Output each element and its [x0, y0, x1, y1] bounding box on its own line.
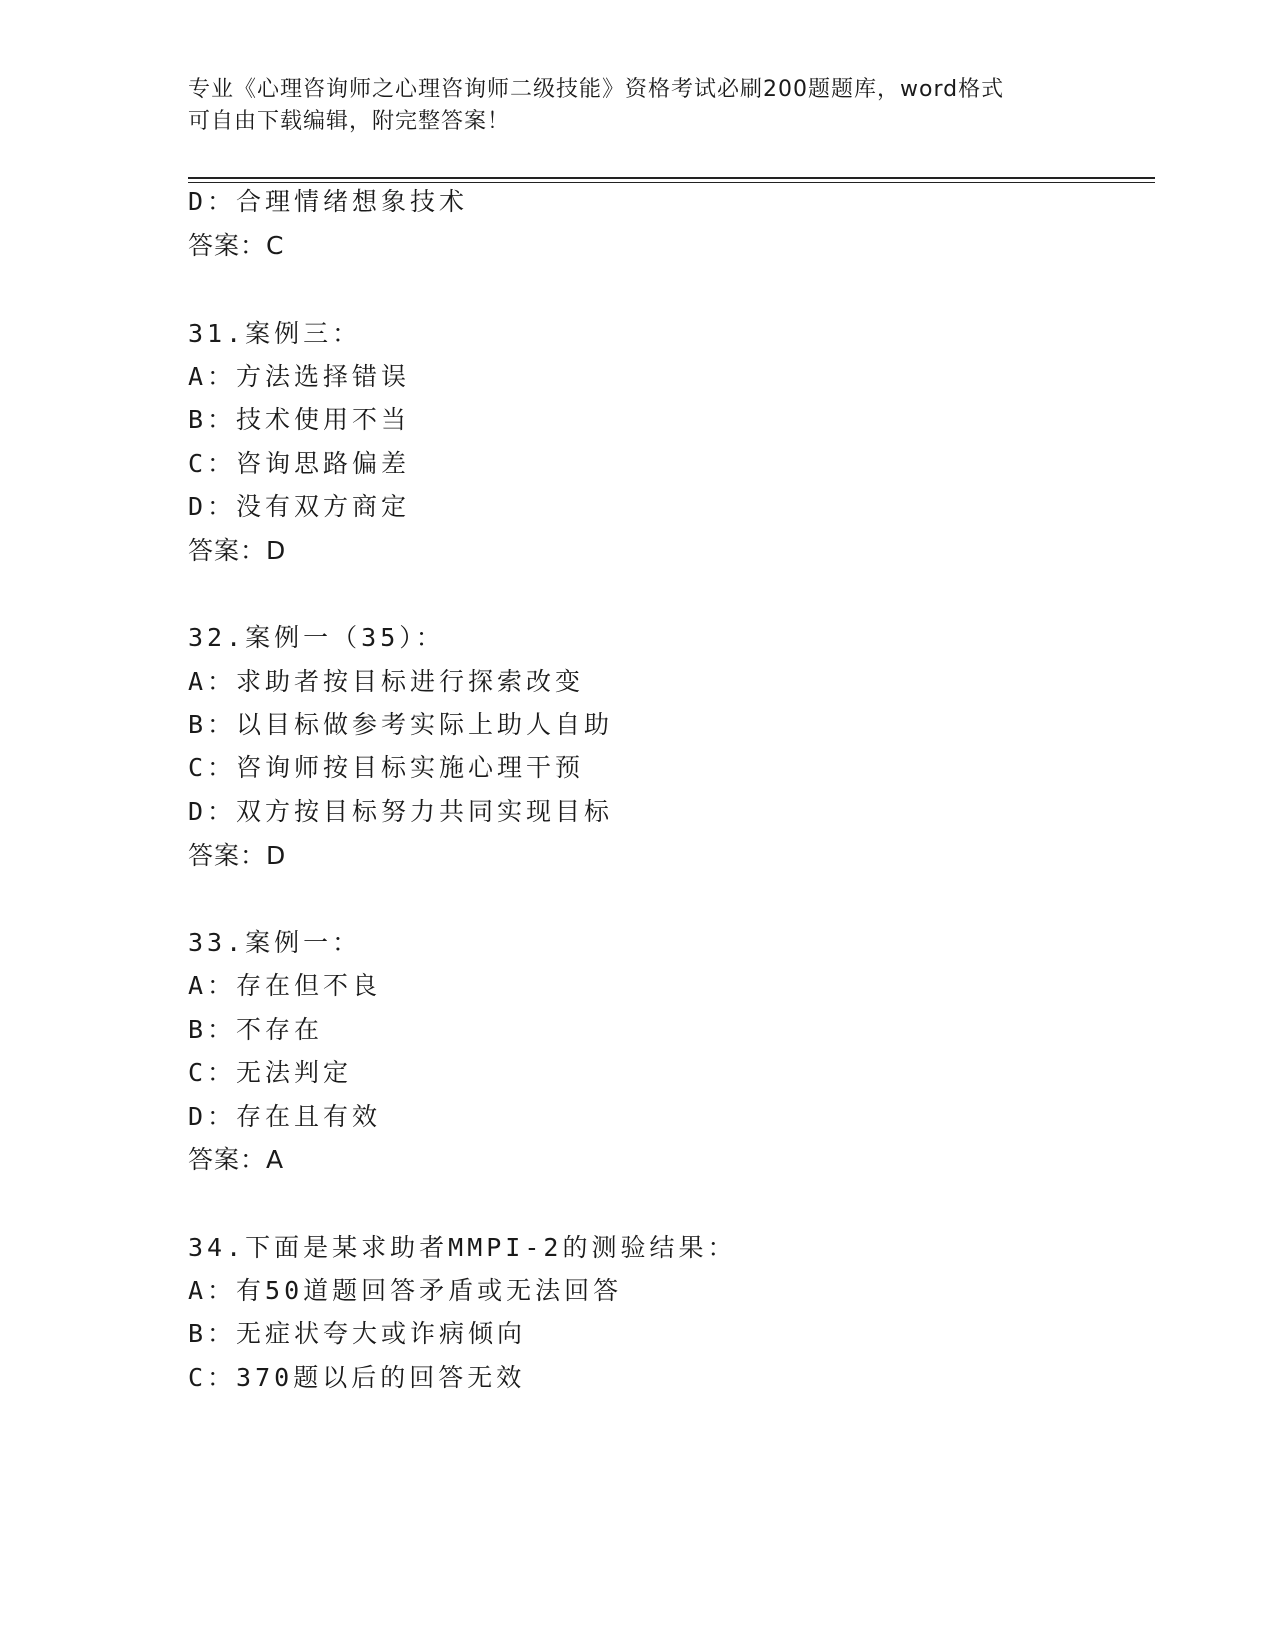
option-line: A：方法选择错误 [188, 362, 411, 391]
option-line: C：咨询师按目标实施心理干预 [188, 753, 585, 782]
answer-line: 答案：D [188, 536, 287, 565]
option-line: B：不存在 [188, 1015, 324, 1044]
question-line: 34.下面是某求助者MMPI-2的测验结果： [188, 1233, 737, 1262]
answer-line: 答案：C [188, 231, 285, 260]
option-line: D：合理情绪想象技术 [188, 187, 469, 216]
answer-line: 答案：A [188, 1145, 285, 1174]
option-line: A：有50道题回答矛盾或无法回答 [188, 1276, 623, 1305]
header-divider-thick [188, 177, 1155, 179]
option-line: B：无症状夸大或诈病倾向 [188, 1319, 527, 1348]
option-line: D：存在且有效 [188, 1102, 382, 1131]
question-line: 32.案例一（35）： [188, 623, 445, 652]
option-line: C：370题以后的回答无效 [188, 1363, 526, 1392]
option-line: B：技术使用不当 [188, 405, 411, 434]
option-line: D：没有双方商定 [188, 492, 411, 521]
document-header [188, 74, 1088, 138]
question-line: 31.案例三： [188, 319, 362, 348]
header-divider-thin [188, 182, 1155, 183]
answer-line: 答案：D [188, 841, 287, 870]
option-line: A：求助者按目标进行探索改变 [188, 667, 585, 696]
header-line-1: 专业《心理咨询师之心理咨询师二级技能》资格考试必刷200题题库，word格式 [188, 77, 1005, 102]
option-line: D：双方按目标努力共同实现目标 [188, 797, 614, 826]
option-line: C：咨询思路偏差 [188, 449, 411, 478]
option-line: A：存在但不良 [188, 971, 382, 1000]
header-line-2: 可自由下载编辑，附完整答案！ [188, 109, 511, 134]
question-line: 33.案例一： [188, 928, 362, 957]
option-line: C：无法判定 [188, 1058, 353, 1087]
option-line: B：以目标做参考实际上助人自助 [188, 710, 614, 739]
